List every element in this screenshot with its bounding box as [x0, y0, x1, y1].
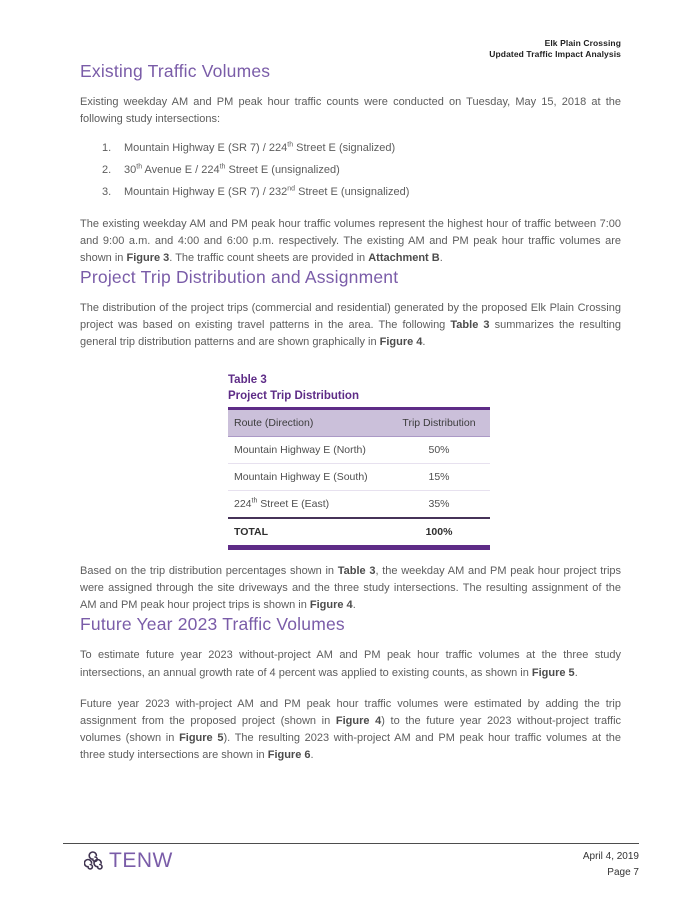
document-header	[80, 38, 621, 61]
total-label-cell: TOTAL	[228, 518, 388, 548]
trip-distribution-cell: 35%	[388, 491, 490, 519]
trip-distribution-cell: 50%	[388, 437, 490, 464]
table-number-label: Table 3	[228, 374, 267, 387]
list-item	[102, 142, 621, 154]
total-value-cell: 100%	[388, 518, 490, 548]
table-name-label: Project Trip Distribution	[228, 389, 359, 402]
paragraph-existing-intro: Existing weekday AM and PM peak hour traffic counts were conducted on Tuesday, May 15, 2018 at the following study intersections:	[80, 95, 621, 125]
route-cell: 224th Street E (East)	[228, 491, 388, 519]
table-row	[228, 464, 490, 491]
study-intersections-list	[102, 142, 621, 198]
paragraph-existing-volumes: The existing weekday AM and PM peak hour traffic volumes represent the highest hour of traffic between 7:00 and 9:00 a.m. and 4:00 and 6:00 p.m. respectively. The existing AM and PM peak hour traffic volumes are shown in Figure 3. The traffic count sheets are provided in Attachment B.	[80, 218, 621, 265]
table-total-row	[228, 518, 490, 548]
list-item-text: Mountain Highway E (SR 7) / 224th Street E (signalized)	[124, 141, 396, 155]
heading-trip-distribution: Project Trip Distribution and Assignment	[80, 267, 399, 288]
document-footer	[63, 843, 639, 880]
column-header-trip-distribution: Trip Distribution	[388, 409, 490, 437]
trip-table-body	[228, 437, 490, 519]
table-row	[228, 491, 490, 519]
heading-future-year-volumes: Future Year 2023 Traffic Volumes	[80, 614, 345, 635]
header-title-line1: Elk Plain Crossing	[544, 38, 621, 48]
list-item	[102, 164, 621, 176]
trip-distribution-cell: 15%	[388, 464, 490, 491]
list-item-text: 30th Avenue E / 224th Street E (unsignalized)	[124, 163, 340, 177]
footer-date: April 4, 2019	[582, 851, 639, 862]
heading-existing-traffic-volumes: Existing Traffic Volumes	[80, 60, 271, 81]
paragraph-future-without-project: To estimate future year 2023 without-project AM and PM peak hour traffic volumes at the three study intersections, an annual growth rate of 4 percent was applied to existing counts, as shown in Figure 5.	[80, 649, 621, 679]
footer-page-number: Page 7	[607, 866, 639, 878]
trip-distribution-table	[228, 407, 490, 550]
route-cell: Mountain Highway E (North)	[228, 437, 388, 464]
list-item-number: 3.	[102, 186, 112, 199]
paragraph-assignment: Based on the trip distribution percentages shown in Table 3, the weekday AM and PM peak hour project trips were assigned through the site driveways and the three study intersections. The resulting assignment of the AM and PM peak hour project trips is shown in Figure 4.	[80, 565, 621, 612]
paragraph-distribution-intro: The distribution of the project trips (commercial and residential) generated by the proposed Elk Plain Crossing project was based on existing travel patterns in the area. The following Table 3 summarizes the resulting general trip distribution patterns and are shown graphically in Figure 4.	[80, 302, 621, 349]
table-row	[228, 437, 490, 464]
triskelion-spiral-icon	[84, 849, 106, 873]
paragraph-future-with-project: Future year 2023 with-project AM and PM peak hour traffic volumes were estimated by adding the trip assignment from the proposed project (shown in Figure 4) to the future year 2023 without-project traffic volumes (shown in Figure 5). The resulting 2023 with-project AM and PM peak hour traffic volumes at the three study intersections are shown in Figure 6.	[80, 697, 622, 761]
list-item-number: 1.	[102, 142, 112, 155]
footer-date-page	[583, 849, 639, 880]
tenw-logo-text: TENW	[109, 849, 173, 872]
list-item-number: 2.	[102, 164, 112, 177]
route-cell: Mountain Highway E (South)	[228, 464, 388, 491]
list-item-text: Mountain Highway E (SR 7) / 232nd Street E (unsignalized)	[124, 185, 410, 199]
trip-distribution-table-section	[228, 373, 490, 550]
list-item	[102, 186, 621, 198]
table-header-row	[228, 409, 490, 437]
tenw-logo	[84, 849, 173, 873]
column-header-route: Route (Direction)	[228, 409, 388, 437]
table-title	[228, 373, 490, 404]
header-title-line2: Updated Traffic Impact Analysis	[489, 49, 621, 60]
